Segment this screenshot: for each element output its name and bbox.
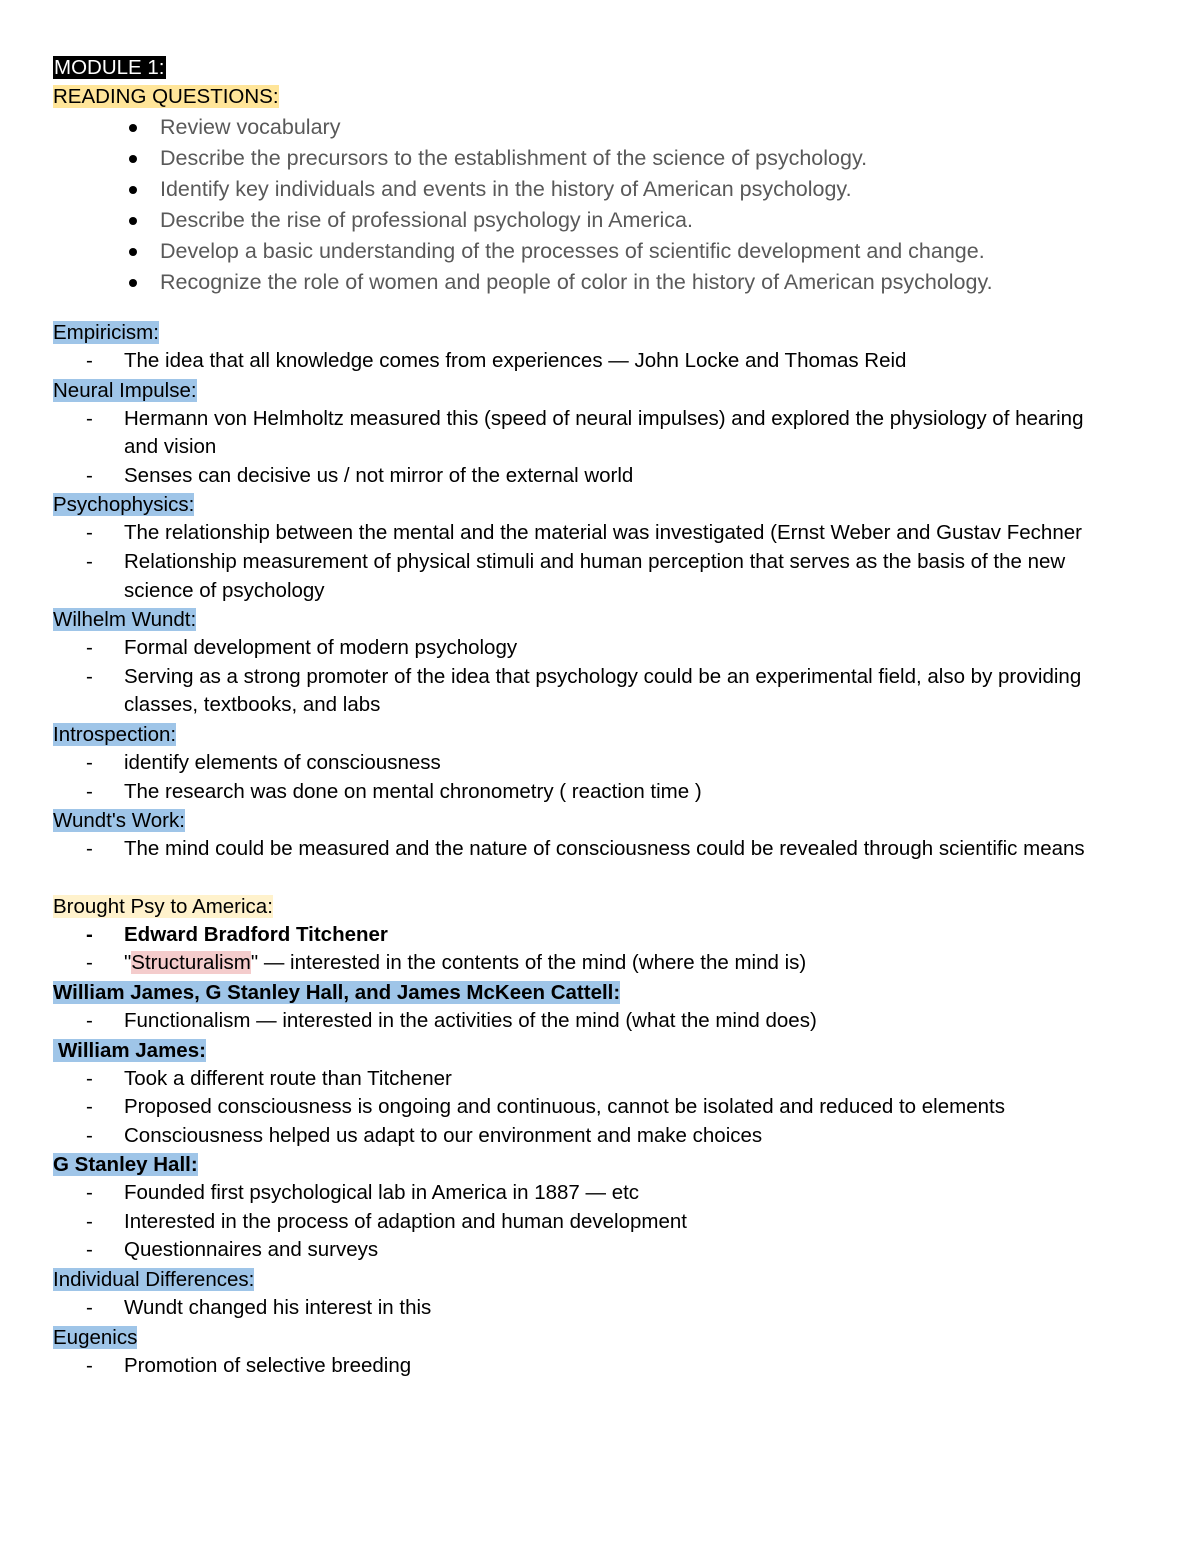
list-item-continuation: and vision: [124, 435, 217, 459]
list-item: - The idea that all knowledge comes from experiences — John Locke and Thomas Reid: [86, 349, 907, 372]
list-item: - "Structuralism" — interested in the contents of the mind (where the mind is): [86, 951, 807, 975]
list-item: Identify key individuals and events in the history of American psychology.: [53, 174, 1148, 205]
list-item: Develop a basic understanding of the processes of scientific development and change.: [53, 236, 1148, 267]
reading-questions-list: [53, 112, 1148, 298]
reading-questions-heading-line: [53, 82, 1148, 111]
section-heading-line: [53, 806, 1148, 835]
empiricism-heading: Empiricism:: [53, 321, 159, 344]
list-item: - Functionalism — interested in the activities of the mind (what the mind does): [86, 1008, 817, 1032]
eugenics-heading: Eugenics: [53, 1325, 138, 1349]
section-heading-line: [53, 978, 1148, 1007]
list-item: - Proposed consciousness is ongoing and continuous, cannot be isolated and reduced to elements: [86, 1095, 1005, 1119]
bullet-icon: [129, 186, 137, 194]
list-item: Review vocabulary: [53, 112, 1148, 143]
section-heading-line: [53, 1265, 1148, 1294]
bullet-icon: [129, 279, 137, 287]
list-item-continuation: classes, textbooks, and labs: [124, 693, 381, 717]
section-heading-line: [53, 490, 1148, 519]
section-heading-line: [53, 376, 1148, 405]
section-heading-line: [53, 318, 1148, 347]
bullet-icon: [129, 155, 137, 163]
spacer: [53, 864, 1148, 892]
list-item: - Serving as a strong promoter of the idea that psychology could be an experimental field, also by providing: [86, 664, 1082, 688]
america-heading: Brought Psy to America:: [53, 894, 273, 918]
section-heading-line: [53, 605, 1148, 634]
list-item: - Relationship measurement of physical stimuli and human perception that serves as the basis of the new: [86, 549, 1066, 573]
list-item: - Wundt changed his interest in this: [86, 1296, 432, 1320]
section-heading-line: [53, 720, 1148, 749]
list-item: - identify elements of consciousness: [86, 750, 441, 774]
structuralism-term: Structuralism: [131, 951, 251, 975]
stanley-hall-heading: G Stanley Hall:: [53, 1153, 198, 1177]
list-item-continuation: science of psychology: [124, 578, 325, 602]
individual-differences-heading: Individual Differences:: [53, 1268, 255, 1292]
bullet-icon: [129, 217, 137, 225]
list-item: - Formal development of modern psychology: [86, 636, 518, 660]
list-item: Describe the rise of professional psychology in America.: [53, 205, 1148, 236]
list-item: - Took a different route than Titchener: [86, 1066, 452, 1090]
list-item: - Interested in the process of adaption and human development: [86, 1209, 687, 1233]
list-item: Recognize the role of women and people of color in the history of American psychology.: [53, 267, 1148, 298]
module-title: MODULE 1:: [54, 56, 165, 79]
list-item: - Promotion of selective breeding: [86, 1353, 412, 1377]
titchener-name: Edward Bradford Titchener: [124, 922, 388, 946]
list-item: - Questionnaires and surveys: [86, 1238, 379, 1262]
wundts-work-heading: Wundt's Work:: [53, 809, 185, 833]
list-item: - The research was done on mental chronometry ( reaction time ): [86, 779, 702, 803]
reading-questions-heading: READING QUESTIONS:: [53, 85, 279, 108]
section-heading-line: [53, 1036, 1148, 1065]
wilhelm-wundt-heading: Wilhelm Wundt:: [53, 608, 197, 632]
section-heading-line: [53, 892, 1148, 921]
list-item: - Consciousness helped us adapt to our environment and make choices: [86, 1123, 763, 1147]
list-item: Describe the precursors to the establishment of the science of psychology.: [53, 143, 1148, 174]
bullet-icon: [129, 248, 137, 256]
section-heading-line: [53, 1150, 1148, 1179]
notes-body: [53, 53, 1148, 1380]
module-title-line: [53, 53, 1148, 82]
list-item: - The mind could be measured and the nature of consciousness could be revealed through scientific means: [86, 837, 1085, 861]
spacer: [53, 298, 1148, 318]
introspection-heading: Introspection:: [53, 722, 177, 746]
list-item: - Senses can decisive us / not mirror of the external world: [86, 463, 634, 487]
neural-impulse-heading: Neural Impulse:: [53, 378, 197, 402]
list-item: - Edward Bradford Titchener: [86, 922, 388, 946]
psychophysics-heading: Psychophysics:: [53, 493, 195, 517]
bullet-icon: [129, 124, 137, 132]
functionalists-heading: William James, G Stanley Hall, and James McKeen Cattell:: [53, 980, 621, 1004]
list-item: - Hermann von Helmholtz measured this (speed of neural impulses) and explored the physiology of hearing: [86, 406, 1084, 430]
list-item: - Founded first psychological lab in America in 1887 — etc: [86, 1181, 640, 1205]
list-item: - The relationship between the mental and the material was investigated (Ernst Weber and Gustav Fechner: [86, 521, 1082, 545]
section-heading-line: [53, 1323, 1148, 1352]
william-james-heading: William James:: [53, 1039, 206, 1062]
